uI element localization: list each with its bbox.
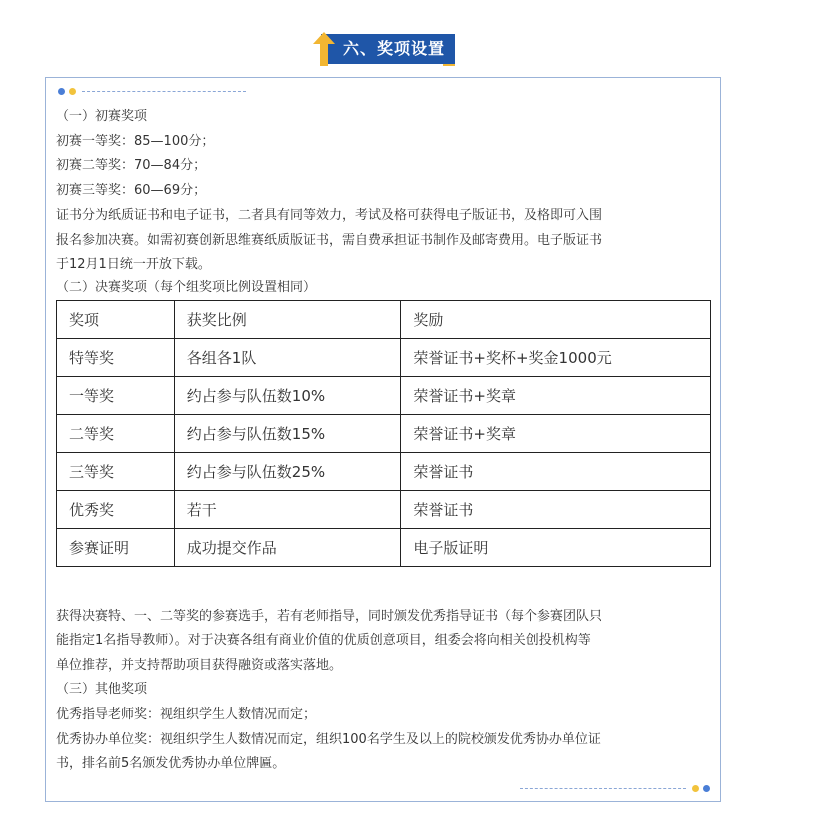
section-title: 六、奖项设置 [343, 39, 446, 58]
table-cell: 约占参与队伍数10% [174, 377, 401, 415]
section-heading: （二）决赛奖项（每个组奖项比例设置相同） [56, 280, 317, 295]
dot-icon [58, 88, 65, 95]
table-cell: 荣誉证书+奖杯+奖金1000元 [401, 339, 711, 377]
awards-table [56, 300, 711, 567]
table-cell: 约占参与队伍数15% [174, 415, 401, 453]
table-cell: 三等奖 [57, 453, 175, 491]
award-item: 初赛三等奖：60—69分； [56, 183, 207, 198]
award-item: 优秀协办单位奖：视组织学生人数情况而定，组织100名学生及以上的院校颁发优秀协办单位证 [56, 732, 601, 747]
dashed-divider [82, 91, 246, 92]
paragraph-line: 于12月1日统一开放下载。 [56, 257, 211, 272]
award-item: 优秀指导老师奖：视组织学生人数情况而定； [56, 707, 317, 722]
dashed-divider [520, 788, 686, 789]
up-arrow-icon [313, 32, 335, 66]
table-cell: 荣誉证书+奖章 [401, 377, 711, 415]
column-header: 奖励 [401, 301, 711, 339]
table-row [57, 491, 711, 529]
paragraph-line: 报名参加决赛。如需初赛创新思维赛纸质版证书，需自费承担证书制作及邮寄费用。电子版证书 [56, 233, 603, 248]
table-row [57, 377, 711, 415]
decoration-bottom-right [520, 785, 710, 793]
table-cell: 优秀奖 [57, 491, 175, 529]
paragraph-line: 获得决赛特、一、二等奖的参赛选手，若有老师指导，同时颁发优秀指导证书（每个参赛团队只 [56, 609, 603, 624]
table-cell: 特等奖 [57, 339, 175, 377]
header-badge [321, 34, 455, 64]
table-cell: 一等奖 [57, 377, 175, 415]
table-row [57, 339, 711, 377]
table-cell: 各组各1队 [174, 339, 401, 377]
column-header: 奖项 [57, 301, 175, 339]
paragraph-line: 能指定1名指导教师）。对于决赛各组有商业价值的优质创意项目，组委会将向相关创投机构等 [56, 633, 591, 648]
award-item: 初赛一等奖：85—100分； [56, 134, 215, 149]
section-header [313, 32, 455, 66]
paragraph-line: 单位推荐，并支持帮助项目获得融资或落实落地。 [56, 658, 343, 673]
table-row [57, 453, 711, 491]
award-item: 初赛二等奖：70—84分； [56, 158, 207, 173]
table-cell: 若干 [174, 491, 401, 529]
section-heading: （三）其他奖项 [56, 682, 148, 697]
paragraph-line: 证书分为纸质证书和电子证书，二者具有同等效力，考试及格可获得电子版证书，及格即可入围 [56, 208, 603, 223]
table-cell: 成功提交作品 [174, 529, 401, 567]
table-cell: 荣誉证书 [401, 491, 711, 529]
table-header-row [57, 301, 711, 339]
dot-icon [703, 785, 710, 792]
table-cell: 约占参与队伍数25% [174, 453, 401, 491]
column-header: 获奖比例 [174, 301, 401, 339]
table-cell: 参赛证明 [57, 529, 175, 567]
table-row [57, 529, 711, 567]
table-cell: 荣誉证书 [401, 453, 711, 491]
table-cell: 荣誉证书+奖章 [401, 415, 711, 453]
dot-icon [692, 785, 699, 792]
table-cell: 电子版证明 [401, 529, 711, 567]
table-cell: 二等奖 [57, 415, 175, 453]
award-item: 书，排名前5名颁发优秀协办单位牌匾。 [56, 756, 286, 771]
table-row [57, 415, 711, 453]
decoration-top-left [58, 88, 248, 96]
section-heading: （一）初赛奖项 [56, 109, 148, 124]
dot-icon [69, 88, 76, 95]
